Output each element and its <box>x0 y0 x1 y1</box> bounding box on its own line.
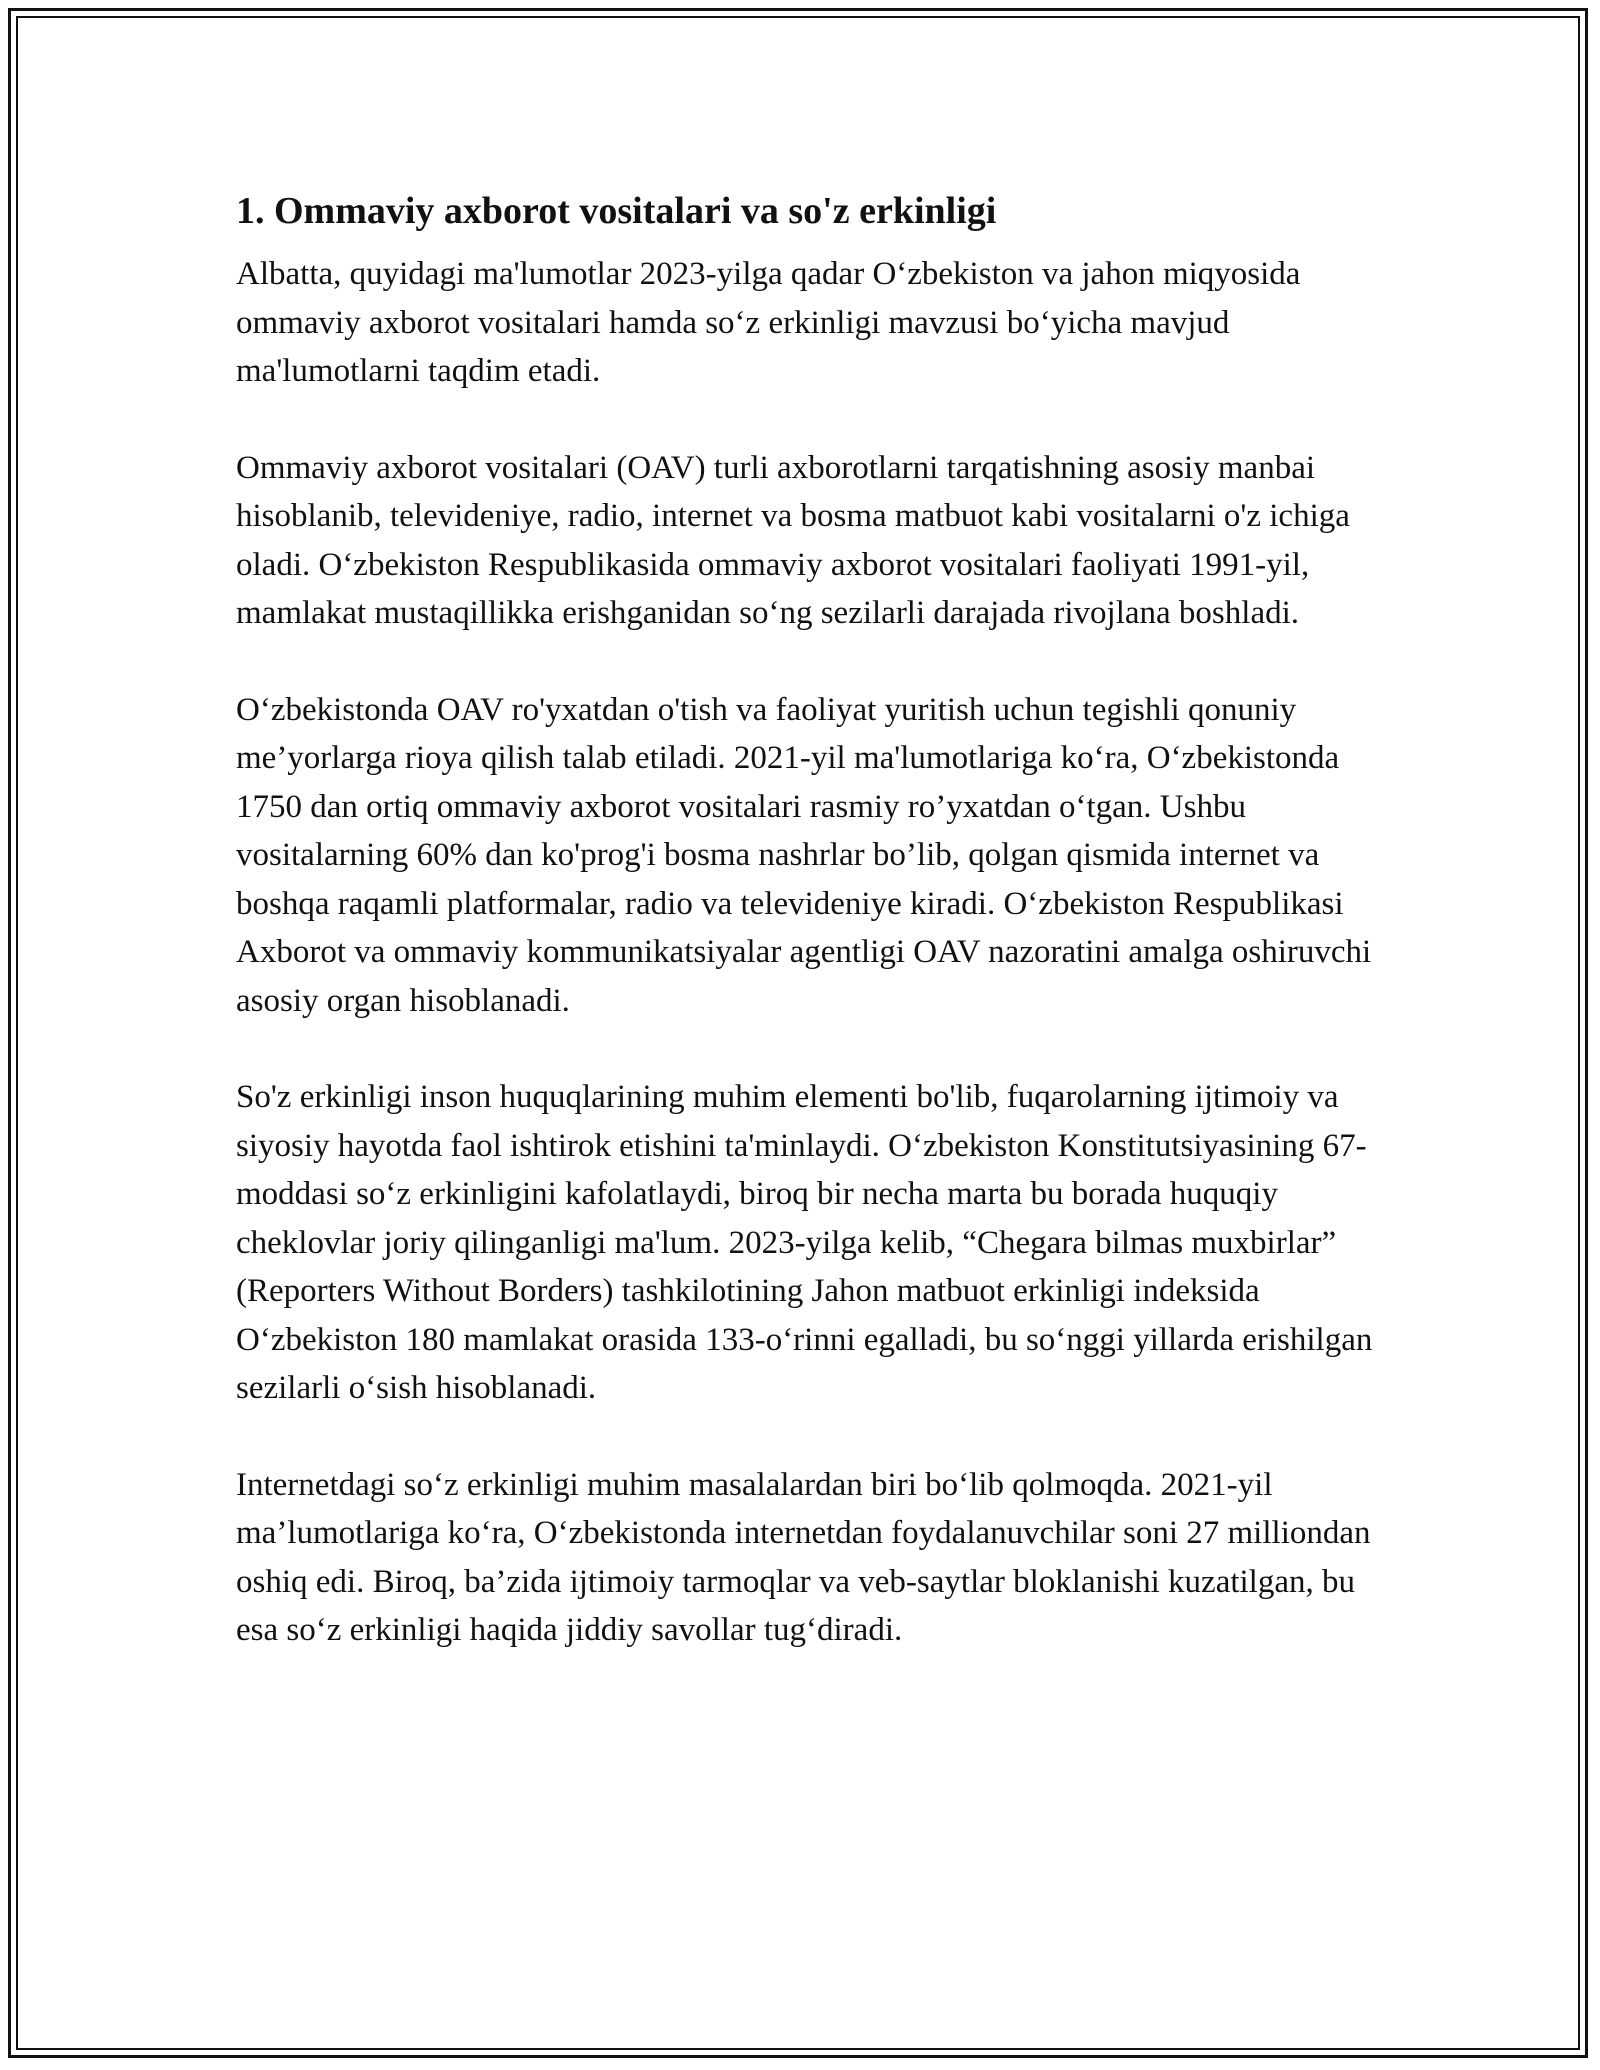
paragraph-freedom-of-speech: So'z erkinligi inson huquqlarining muhim elementi bo'lib, fuqarolarning ijtimoiy va siyosiy hayotda faol ishtirok etishini ta'minlaydi. O‘zbekiston Konstitutsiyasining 67-moddasi so‘z erkinligini kafolatlaydi, biroq bir necha marta bu borada huquqiy cheklovlar joriy qilinganligi ma'lum. 2023-yilga kelib, “Chegara bilmas muxbirlar” (Reporters Without Borders) tashkilotining Jahon matbuot erkinligi indeksida O‘zbekiston 180 mamlakat orasida 133-o‘rinni egalladi, bu so‘nggi yillarda erishilgan sezilarli o‘sish hisoblanadi. <box>236 1079 1373 1406</box>
paragraph-media-overview: Ommaviy axborot vositalari (OAV) turli axborotlarni tarqatishning asosiy manbai hisoblanib, televideniye, radio, internet va bosma matbuot kabi vositalarni o'z ichiga oladi. O‘zbekiston Respublikasida ommaviy axborot vositalari faoliyati 1991-yil, mamlakat mustaqillikka erishganidan so‘ng sezilarli darajada rivojlana boshladi. <box>236 449 1350 631</box>
paragraph-internet-freedom: Internetdagi so‘z erkinligi muhim masalalardan biri bo‘lib qolmoqda. 2021-yil ma’lumotlariga ko‘ra, O‘zbekistonda internetdan foydalanuvchilar soni 27 milliondan oshiq edi. Biroq, ba’zida ijtimoiy tarmoqlar va veb-saytlar bloklanishi kuzatilgan, bu esa so‘z erkinligi haqida jiddiy savollar tug‘diradi. <box>236 1466 1371 1648</box>
document-body <box>236 186 1376 1703</box>
paragraph-media-registration: O‘zbekistonda OAV ro'yxatdan o'tish va faoliyat yuritish uchun tegishli qonuniy me’yorlarga rioya qilish talab etiladi. 2021-yil ma'lumotlariga ko‘ra, O‘zbekistonda 1750 dan ortiq ommaviy axborot vositalari rasmiy ro’yxatdan o‘tgan. Ushbu vositalarning 60% dan ko'prog'i bosma nashrlar bo’lib, qolgan qismida internet va boshqa raqamli platformalar, radio va televideniye kiradi. O‘zbekiston Respublikasi Axborot va ommaviy kommunikatsiyalar agentligi OAV nazoratini amalga oshiruvchi asosiy organ hisoblanadi. <box>236 691 1372 1019</box>
document-title: 1. Ommaviy axborot vositalari va so'z erkinligi <box>236 190 997 232</box>
paragraph-intro: Albatta, quyidagi ma'lumotlar 2023-yilga qadar O‘zbekiston va jahon miqyosida ommaviy axborot vositalari hamda so‘z erkinligi mavzusi bo‘yicha mavjud ma'lumotlarni taqdim etadi. <box>236 256 1301 389</box>
